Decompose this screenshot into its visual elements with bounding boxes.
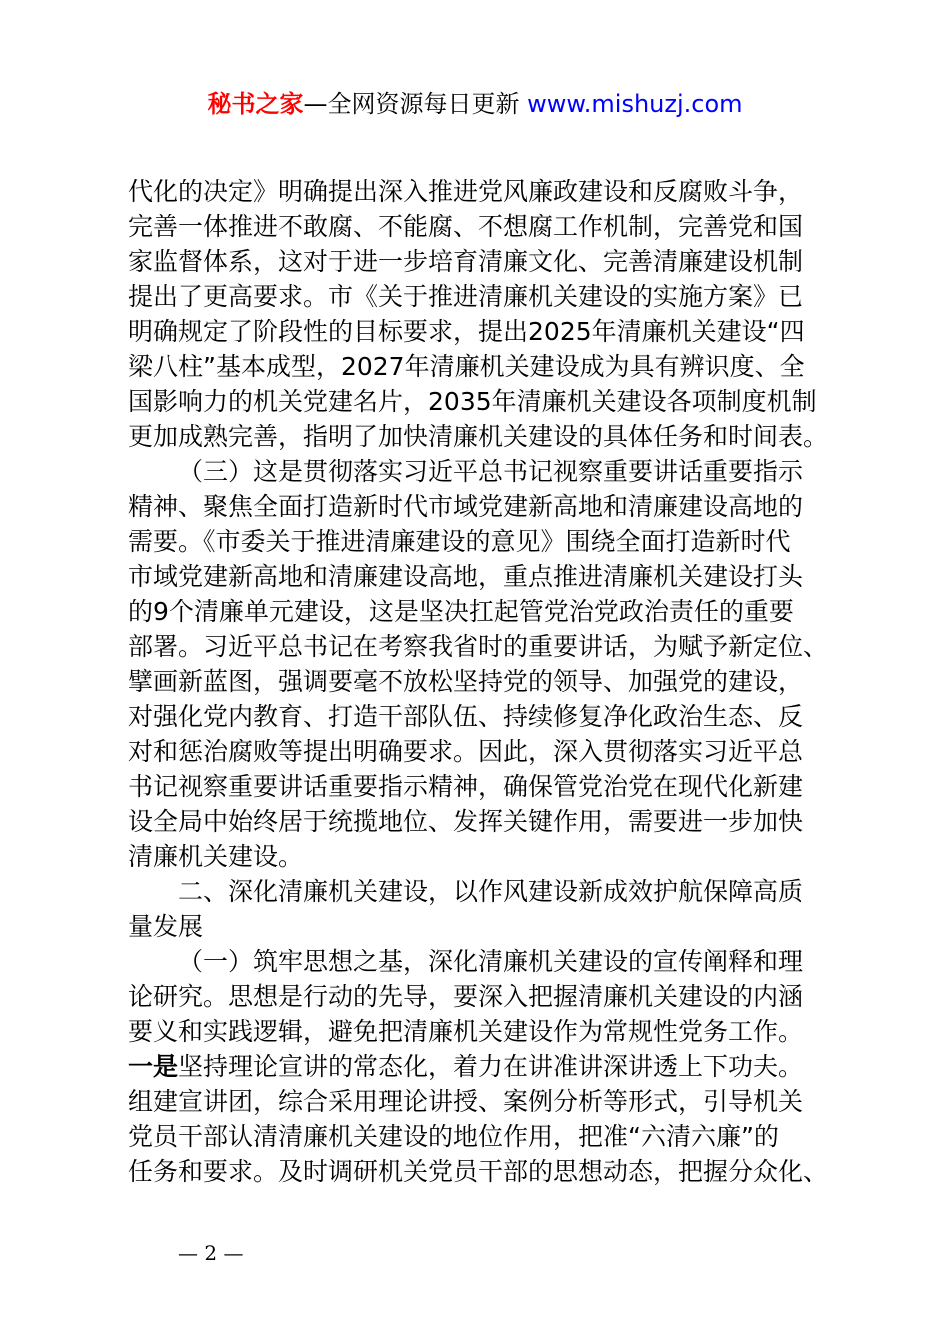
body-line: 党员干部认清清廉机关建设的地位作用，把准“六清六廉”的 (128, 1122, 779, 1151)
body-line: 论研究。思想是行动的先导，要深入把握清廉机关建设的内涵 (128, 982, 804, 1011)
body-line: 设全局中始终居于统揽地位、发挥关键作用，需要进一步加快 (128, 807, 804, 836)
body-line: 的9个清廉单元建设，这是坚决扛起管党治党政治责任的重要 (128, 597, 794, 626)
body-line: 家监督体系，这对于进一步培育清廉文化、完善清廉建设机制 (128, 247, 804, 276)
body-line: 更加成熟完善，指明了加快清廉机关建设的具体任务和时间表。 (128, 422, 829, 451)
body-line: 对强化党内教育、打造干部队伍、持续修复净化政治生态、反 (128, 702, 804, 731)
section-heading-continued: 量发展 (128, 912, 204, 941)
body-line: 提出了更高要求。市《关于推进清廉机关建设的实施方案》已 (128, 282, 804, 311)
banner-tagline: —全网资源每日更新 (303, 90, 528, 118)
brand-name: 秘书之家 (207, 90, 304, 118)
paragraph-start-line: （三）这是贯彻落实习近平总书记视察重要讲话重要指示 (178, 457, 804, 486)
body-line: 明确规定了阶段性的目标要求，提出2025年清廉机关建设“四 (128, 317, 805, 346)
body-line: 精神、聚焦全面打造新时代市域党建新高地和清廉建设高地的 (128, 492, 804, 521)
body-line: 清廉机关建设。 (128, 842, 304, 871)
body-line: 需要。《市委关于推进清廉建设的意见》围绕全面打造新时代 (128, 527, 791, 556)
body-line: 组建宣讲团，综合采用理论讲授、案例分析等形式，引导机关 (128, 1087, 804, 1116)
body-line: 国影响力的机关党建名片，2035年清廉机关建设各项制度机制 (128, 387, 817, 416)
body-line: 完善一体推进不敢腐、不能腐、不想腐工作机制，完善党和国 (128, 212, 804, 241)
body-line: 部署。习近平总书记在考察我省时的重要讲话，为赋予新定位、 (128, 632, 829, 661)
bold-lead-text: 一是 (128, 1052, 179, 1081)
body-line: 梁八柱”基本成型，2027年清廉机关建设成为具有辨识度、全 (128, 352, 805, 381)
body-line: 要义和实践逻辑，避免把清廉机关建设作为常规性党务工作。 (128, 1017, 804, 1046)
paragraph-start-line: （一）筑牢思想之基，深化清廉机关建设的宣传阐释和理 (178, 947, 804, 976)
body-line (128, 1049, 834, 1084)
document-body (128, 174, 834, 1189)
body-line: 市域党建新高地和清廉建设高地，重点推进清廉机关建设打头 (128, 562, 804, 591)
site-banner (0, 86, 950, 122)
body-line: 任务和要求。及时调研机关党员干部的思想动态，把握分众化、 (128, 1157, 829, 1186)
body-line: 代化的决定》明确提出深入推进党风廉政建设和反腐败斗争， (128, 177, 804, 206)
body-line: 对和惩治腐败等提出明确要求。因此，深入贯彻落实习近平总 (128, 737, 804, 766)
body-line: 擘画新蓝图，强调要毫不放松坚持党的领导、加强党的建设， (128, 667, 804, 696)
section-heading: 二、深化清廉机关建设，以作风建设新成效护航保障高质 (178, 877, 804, 906)
banner-url[interactable]: www.mishuzj.com (527, 90, 743, 118)
body-text: 坚持理论宣讲的常态化，着力在讲准讲深讲透上下功夫。 (178, 1052, 804, 1081)
page-number: — 2 — (178, 1241, 244, 1265)
body-line: 书记视察重要讲话重要指示精神，确保管党治党在现代化新建 (128, 772, 804, 801)
